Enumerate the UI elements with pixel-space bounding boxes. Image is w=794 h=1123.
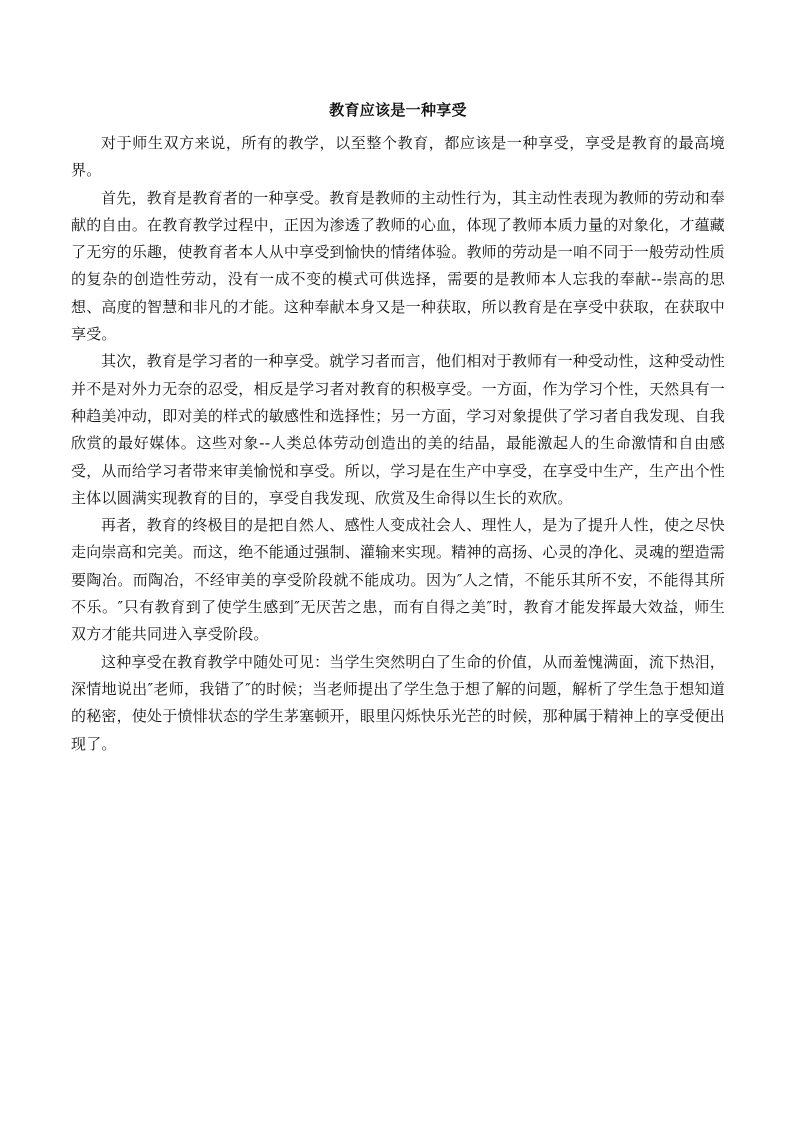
paragraph-5: 这种享受在教育教学中随处可见：当学生突然明白了生命的价值，从而羞愧满面，流下热泪，深情地说出″老师，我错了″的时候；当老师提出了学生急于想了解的问题，解析了学生急于想知道的秘密，使处于愤悱状态的学生茅塞顿开，眼里闪烁快乐光芒的时候，那种属于精神上的享受便出现了。 (71, 652, 725, 753)
document-page (71, 99, 725, 758)
document-title: 教育应该是一种享受 (329, 101, 467, 119)
paragraph-1: 对于师生双方来说，所有的教学，以至整个教育，都应该是一种享受，享受是教育的最高境界。 (71, 134, 725, 180)
paragraph-2: 首先，教育是教育者的一种享受。教育是教师的主动性行为，其主动性表现为教师的劳动和奉献的自由。在教育教学过程中，正因为渗透了教师的心血，体现了教师本质力量的对象化，才蕴藏了无穷的乐趣，使教育者本人从中享受到愉快的情绪体验。教师的劳动是一咱不同于一般劳动性质的复杂的创造性劳动，没有一成不变的模式可供选择，需要的是教师本人忘我的奉献--崇高的思想、高度的智慧和非凡的才能。这种奉献本身又是一种获取，所以教育是在享受中获取，在获取中享受。 (71, 188, 725, 344)
paragraph-3: 其次，教育是学习者的一种享受。就学习者而言，他们相对于教师有一种受动性，这种受动性并不是对外力无奈的忍受，相反是学习者对教育的积极享受。一方面，作为学习个性，天然具有一种趋美冲动，即对美的样式的敏感性和选择性；另一方面，学习对象提供了学习者自我发现、自我欣赏的最好媒体。这些对象--人类总体劳动创造出的美的结晶，最能激起人的生命激情和自由感受，从而给学习者带来审美愉悦和享受。所以，学习是在生产中享受，在享受中生产，生产出个性主体以圆满实现教育的目的，享受自我发现、欣赏及生命得以生长的欢欣。 (71, 352, 725, 507)
paragraph-4: 再者，教育的终极目的是把自然人、感性人变成社会人、理性人，是为了提升人性，使之尽快走向崇高和完美。而这，绝不能通过强制、灌输来实现。精神的高扬、心灵的净化、灵魂的塑造需要陶冶。而陶冶，不经审美的享受阶段就不能成功。因为″人之情，不能乐其所不安，不能得其所不乐。″只有教育到了使学生感到″无厌苦之患，而有自得之美″时，教育才能发挥最大效益，师生双方才能共同进入享受阶段。 (71, 516, 725, 644)
